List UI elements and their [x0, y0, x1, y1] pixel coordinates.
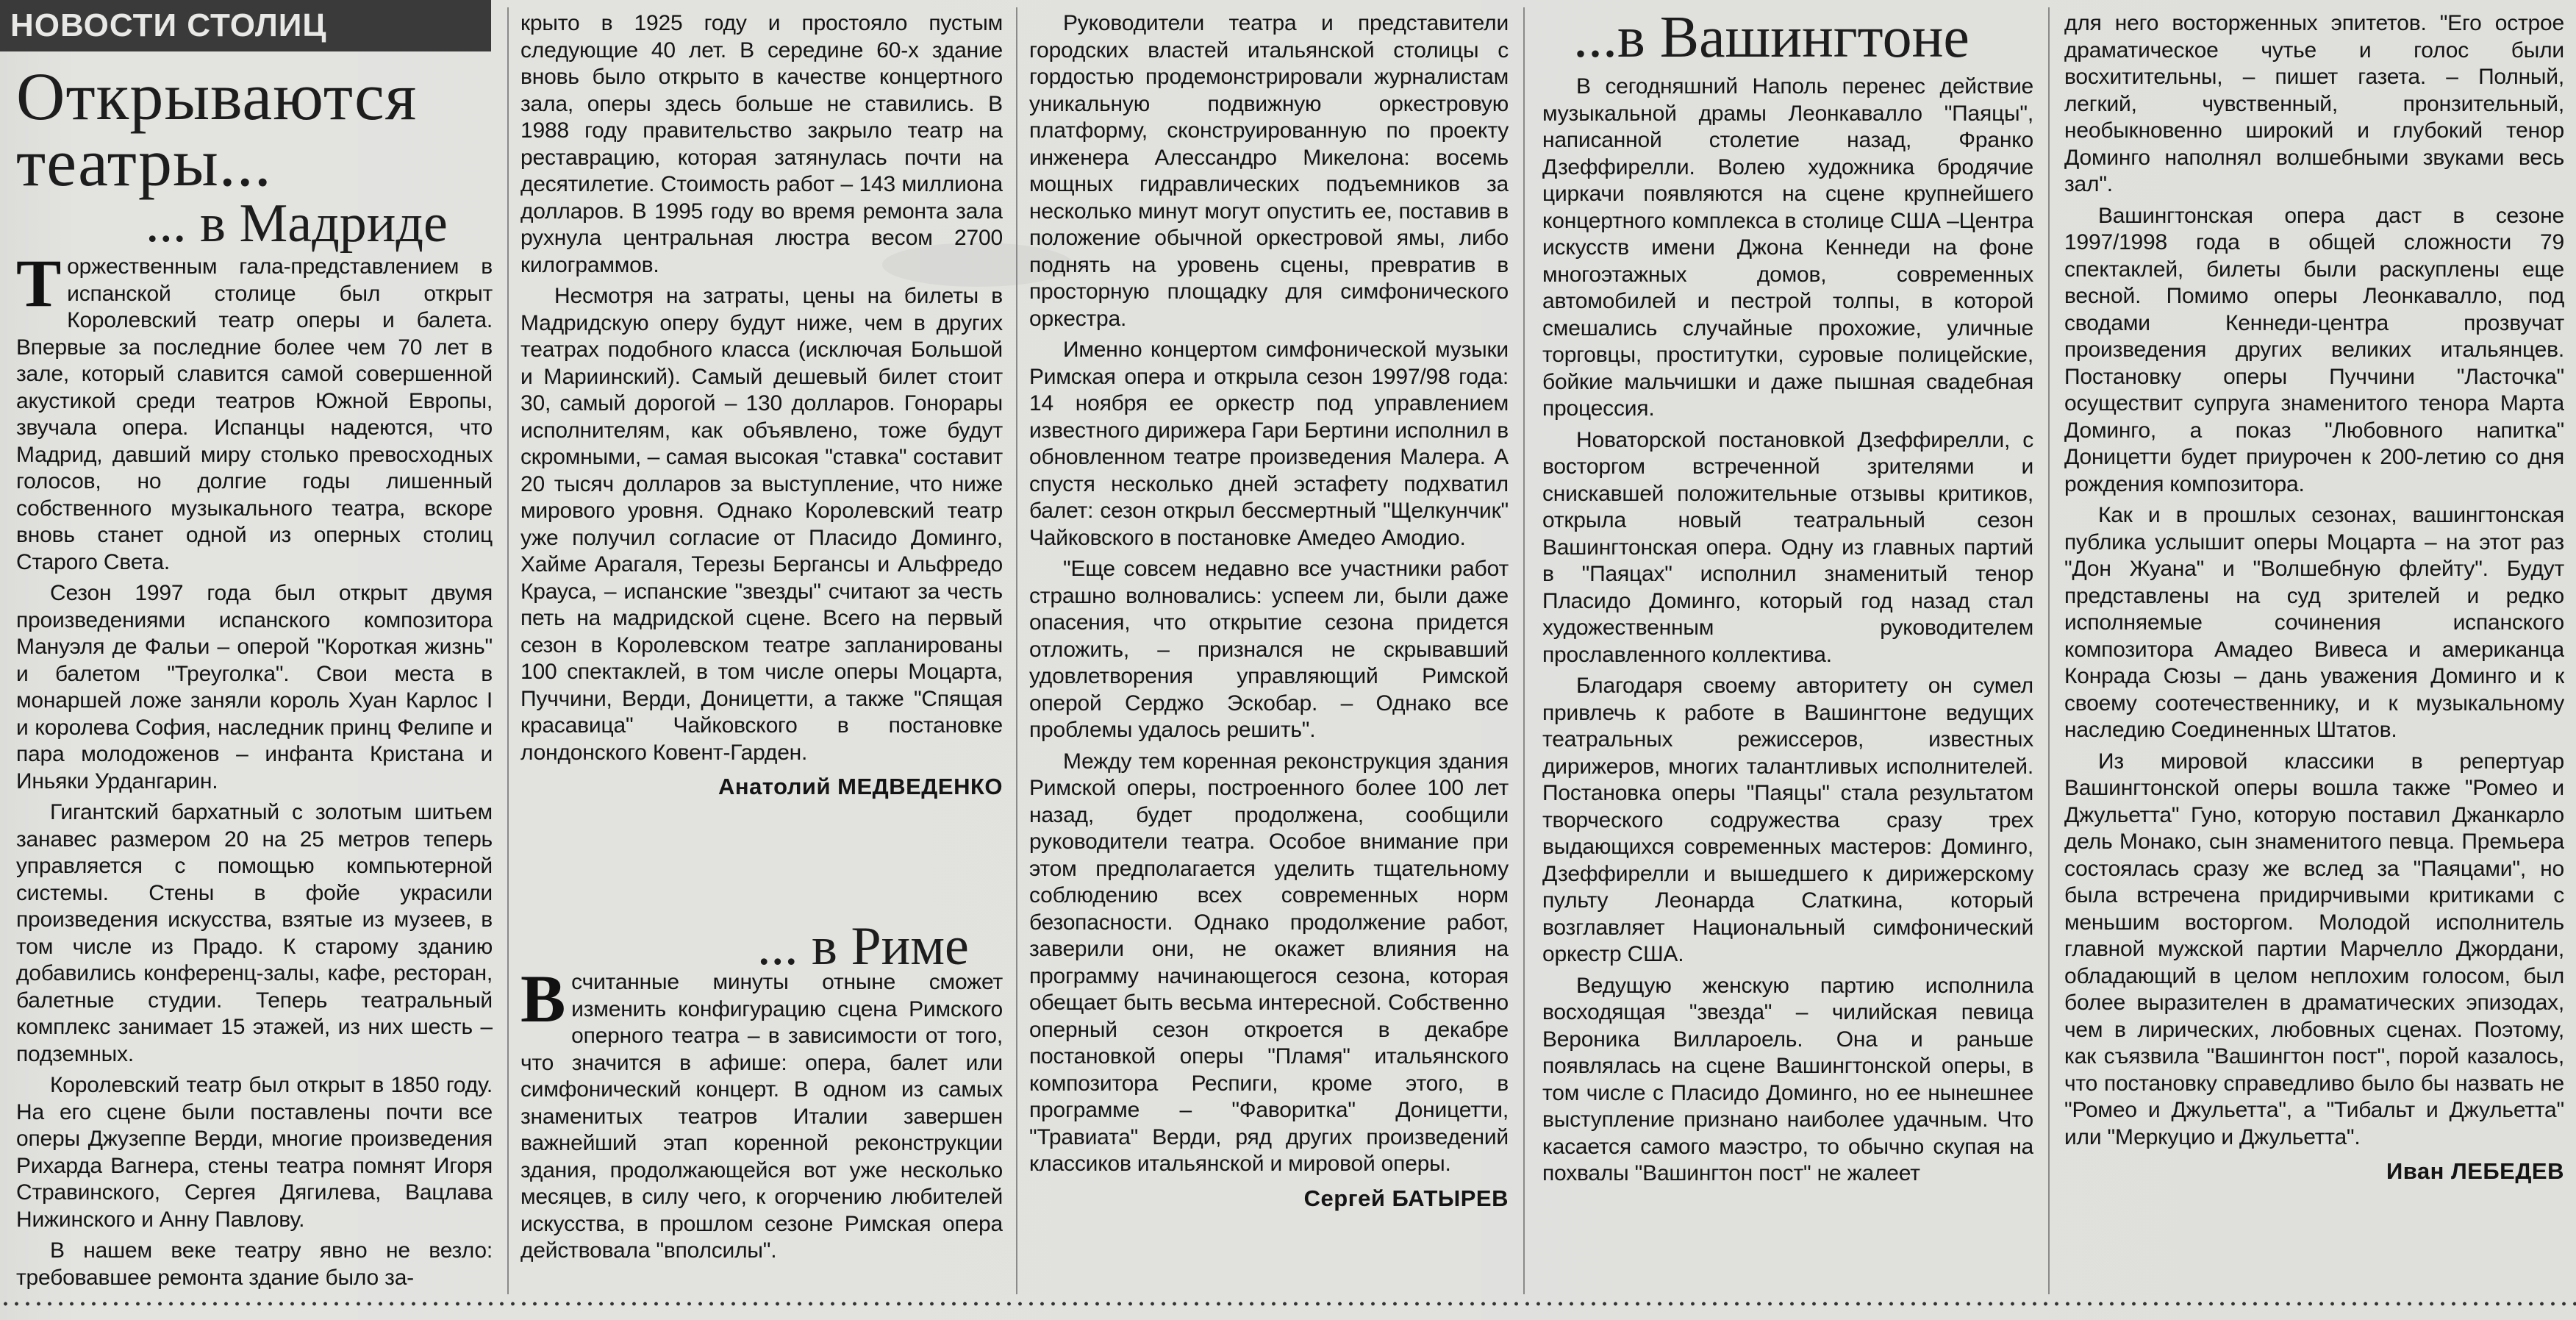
article-column-4: [1542, 74, 2033, 1298]
article-column-1: [16, 254, 493, 1298]
rome-paragraph-5: Между тем коренная реконструкция здания Римской оперы, построенного более 100 лет назад, будет продолжена, сообщили руководители театра. Особое внимание при этом предполагается уделить тщательному соблюдению всех современных норм безопасности. Однако продолжение работ, заверили они, не окажет влияния на программу начинающегося сезона, которая обещает быть весьма интересной. Собственно оперный сезон откроется в декабре постановкой оперы "Пламя" итальянского композитора Респиги, кроме этого, в программе – "Фаворитка" Доницетти, "Травиата" Верди, ряд других произведений классиков итальянской и мировой оперы.: [1029, 749, 1509, 1176]
washington-subtitle: ...в Вашингтоне: [1573, 5, 1969, 70]
washington-paragraph-1: В сегодняшний Наполь перенес действие музыкальной драмы Леонкавалло "Паяцы", написанной столетие назад, Франко Дзеффирелли. Волею художника бродячие циркачи появляются на сцене крупнейшего концертного комплекса в столице США –Центра искусств имени Джона Кеннеди на фоне многоэтажных домов, современных автомобилей и пестрой толпы, в которой смешались случайные прохожие, уличные торговцы, проститутки, суровые полицейские, бойкие мальчишки и даже пышная свадебная процессия.: [1542, 74, 2033, 421]
column-divider: [1016, 7, 1017, 1294]
rome-paragraph-3: Именно концертом симфонической музыки Римская опера и открыла сезон 1997/98 года: 14 ноября ее оркестр под управлением известного дирижера Гари Бертини исполнил в обновленном театре произведения Малера. А спустя несколько дней эстафету подхватил балет: сезон открыл бессмертный "Щелкунчик" Чайковского в постановке Амедео Амодио.: [1029, 338, 1509, 550]
section-rubric: НОВОСТИ СТОЛИЦ: [0, 0, 491, 51]
column-divider: [507, 7, 509, 1294]
dotted-separator: [0, 1300, 2576, 1307]
washington-paragraph-4: Ведущую женскую партию исполнила восходящая "звезда" – чилийская певица Вероника Виллароель. Она и раньше появлялась на сцене Вашингтонской оперы, в том числе с Пласидо Доминго, но ее нынешнее выступление признано наиболее удачным. Что касается самого маэстро, то обычно скупая на похвалы "Вашингтон пост" не жалеет: [1542, 973, 2033, 1185]
washington-paragraph-8: Из мировой классики в репертуар Вашингтонской оперы вошла также "Ромео и Джульетта" Гуно, которую поставил Джанкарло дель Монако, сын знаменитого певца. Премьера состоялась сразу же вслед за "Паяцами", но была встречена придирчивыми критиками с меньшим восторгом. Молодой исполнитель главной мужской партии Марчелло Джордани, обладающий в целом неплохим голосом, был более выразителен в драматических эпизодах, чем в лирических, любовных сценах. Поэтому, как съязвила "Вашингтон пост", порой казалось, что постановку справедливо было бы назвать не "Ромео и Джульетта", а "Тибальт и Джульетта" или "Меркуцио и Джульетта".: [2064, 749, 2564, 1149]
column-divider: [1523, 7, 1525, 1294]
madrid-paragraph-4: Королевский театр был открыт в 1850 году. На его сцене были поставлены почти все оперы Джузеппе Верди, многие произведения Рихарда Вагнера, стены театра помнят Игоря Стравинского, Сергея Дягилева, Вацлава Нижинского и Анну Павлову.: [16, 1073, 493, 1232]
article-column-3: [1029, 10, 1509, 1297]
madrid-author: Анатолий МЕДВЕДЕНКО: [718, 774, 1003, 799]
column-divider: [2048, 7, 2050, 1294]
madrid-paragraph-7: Несмотря на затраты, цены на билеты в Мадридскую оперу будут ниже, чем в других театрах подобного класса (исключая Большой и Мариинский). Самый дешевый билет стоит 30, самый дорогой – 130 долларов. Гонорары исполнителям, как объявлено, тоже будут скромными, – самая высокая "ставка" составит 20 тысяч долларов за выступление, что ниже мирового уровня. Однако Королевский театр уже получил согласие от Пласидо Доминго, Хайме Арагаля, Терезы Берганcы и Альфредо Крауса, – испанские "звезды" считают за честь петь на мадридской сцене. Всего на первый сезон в Королевском театре запланированы 100 спектаклей, в том числе оперы Моцарта, Пуччини, Верди, Доницетти, а также "Спящая красавица" Чайковского в постановке лондонского Ковент-Гарден.: [520, 284, 1003, 765]
rome-author: Сергей БАТЫРЕВ: [1303, 1185, 1509, 1211]
article-column-5: [2064, 10, 2564, 1299]
washington-paragraph-5: для него восторженных эпитетов. "Его острое драматическое чутье и голос были восхитительны, – пишет газета. – Полный, легкий, чувственный, пронзительный, необыкновенно широкий и глубокий тенор Доминго наполнял волшебными звуками весь зал".: [2064, 11, 2564, 196]
madrid-paragraph-3: Гигантский бархатный с золотым шитьем занавес размером 20 на 25 метров теперь управляется с помощью компьютерной системы. Стены в фойе украсили произведения искусства, взятые из музеев, в том числе из Прадо. К старому зданию добавились конференц-залы, кафе, ресторан, балетные студии. Теперь театральный комплекс занимает 15 этажей, из них шесть – подземных.: [16, 800, 493, 1066]
madrid-dropcap: Т: [16, 254, 62, 321]
madrid-paragraph-1: Торжественным гала-представлением в испанской столице был открыт Королевский театр оперы и балета. Впервые за последние более чем 70 лет в зале, который славится самой совершенной акустикой среди театров Южной Европы, звучала опера. Испанцы надеются, что Мадрид, давший миру столько превосходных голосов, но долгие годы лишенный собственного музыкального театра, вскоре вновь станет одной из оперных столиц Старого Света.: [16, 254, 493, 574]
washington-paragraph-3: Благодаря своему авторитету он сумел привлечь к работе в Вашингтоне ведущих театральных режиссеров, известных дирижеров, многих талантливых исполнителей. Постановка оперы "Паяцы" стала результатом творческого содружества сразу трех выдающихся современных мастеров: Доминго, Дзеффирелли и вышедшего к дирижерскому пульту Леонарда Слаткина, который возглавляет Национальный симфонический оркестр США.: [1542, 674, 2033, 966]
madrid-paragraph-2: Сезон 1997 года был открыт двумя произведениями испанского композитора Мануэля де Фальи – оперой "Короткая жизнь" и балетом "Треуголка". Свои места в монаршей ложе заняли король Хуан Карлос I и королева София, наследник принц Фелипе и пара молодоженов – инфанта Кристана и Иньяки Урдангарин.: [16, 581, 493, 793]
madrid-subtitle: ... в Мадриде: [146, 193, 448, 254]
washington-paragraph-2: Новаторской постановкой Дзеффирелли, с восторгом встреченной зрителями и снискавшей положительные отзывы критиков, открыла новый театральный сезон Вашингтонская опера. Одну из главных партий в "Паяцах" исполнил знаменитый тенор Пласидо Доминго, который год назад стал художественным руководителем прославленного коллектива.: [1542, 427, 2033, 667]
headline-line-1: Открываются: [16, 59, 418, 134]
rome-paragraph-4: "Еще совсем недавно все участники работ страшно волновались: успеем ли, были даже опасения, что открытие сезона придется отложить, – признался не скрывавший удовлетворения управляющий Римской оперой Серджо Эскобар. – Однако все проблемы удалось решить".: [1029, 557, 1509, 742]
washington-paragraph-6: Вашингтонская опера даст в сезоне 1997/1998 года в общей сложности 79 спектаклей, билеты были раскуплены еще весной. Помимо оперы Леонкавалло, под сводами Кеннеди-центра прозвучат произведения других великих итальянцев. Постановку оперы Пуччини "Ласточка" осуществит супруга знаменитого тенора Марта Доминго, а показ "Любовного напитка" Доницетти будет приурочен к 200-летию со дня рождения композитора.: [2064, 203, 2564, 496]
washington-author: Иван ЛЕБЕДЕВ: [2386, 1158, 2564, 1184]
rome-paragraph-1: Всчитанные минуты отныне сможет изменить конфигурацию сцена Римского оперного театра – в зависимости от того, что значится в афише: опера, балет или симфонический концерт. В одном из самых знаменитых театров Италии завершен важнейший этап коренной реконструкции здания, продолжающейся вот уже несколько месяцев, в силу чего, к огорчению любителей искусства, в прошлом сезоне Римская опера действовала "вполсилы".: [520, 969, 1003, 1263]
article-column-2: [520, 10, 1003, 863]
article-column-2-rome: [520, 969, 1003, 1296]
rome-paragraph-2: Руководители театра и представители городских властей итальянской столицы с гордостью продемонстрировали журналистам уникальную подвижную оркестровую платформу, сконструированную по проекту инженера Алессандро Микелона: восемь мощных гидравлических подъемников за несколько минут могут опустить ее, поставив в положение обычной оркестровой ямы, либо поднять на уровень сцены, превратив в просторную площадку для симфонического оркестра.: [1029, 11, 1509, 331]
madrid-paragraph-5: В нашем веке театру явно не везло: требовавшее ремонта здание было за-: [16, 1238, 493, 1290]
madrid-paragraph-6: крыто в 1925 году и простояло пустым следующие 40 лет. В середине 60-х здание вновь было открыто в качестве концертного зала, оперы здесь больше не ставились. В 1988 году правительство закрыло театр на реставрацию, которая затянулась почти на десятилетие. Стоимость работ – 143 миллиона долларов. В 1995 году во время ремонта зала рухнула центральная люстра весом 2700 килограммов.: [520, 11, 1003, 277]
main-headline: [16, 59, 418, 200]
rome-dropcap: В: [520, 969, 566, 1036]
headline-line-2: театры...: [16, 125, 272, 200]
rome-subtitle: ... в Риме: [757, 916, 969, 977]
washington-paragraph-7: Как и в прошлых сезонах, вашингтонская публика услышит оперы Моцарта – на этот раз "Дон Жуана" и "Волшебную флейту". Будут представлены на суд зрителей и редко исполняемые сочинения испанского композитора Амадео Вивеса и американца Конрада Сюзы – дань уважения Доминго и к своему соотечественнику, и к музыкальному наследию Соединенных Штатов.: [2064, 503, 2564, 742]
